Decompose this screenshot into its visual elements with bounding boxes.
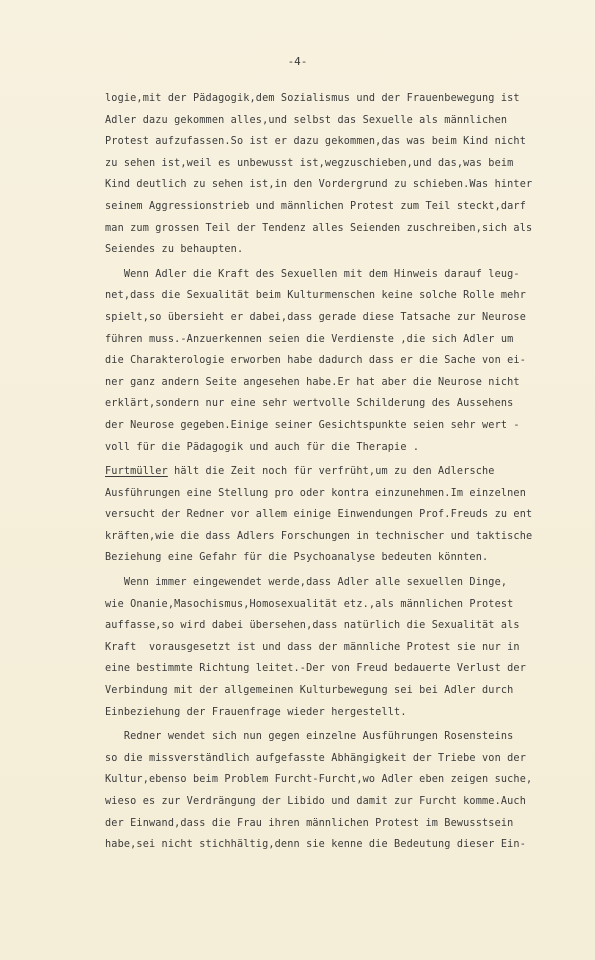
text-line: wieso es zur Verdrängung der Libido und damit zur Furcht komme.Auch (105, 796, 526, 807)
speaker-name: Furtmüller (105, 466, 168, 478)
text-line: Einbeziehung der Frauenfrage wieder hergestellt. (105, 706, 407, 718)
document-body (105, 88, 593, 856)
text-line: Kind deutlich zu sehen ist,in den Vordergrund zu schieben.Was hinter (105, 179, 533, 191)
text-line: Verbindung mit der allgemeinen Kulturbewegung sei bei Adler durch (105, 685, 514, 697)
text-line: seinem Aggressionstrieb und männlichen Protest zum Teil steckt,darf (105, 200, 526, 212)
text-line: Seiendes zu behaupten. (105, 244, 244, 256)
text-line: Redner wendet sich nun gegen einzelne Ausführungen Rosensteins (105, 731, 514, 743)
text-line: versucht der Redner vor allem einige Einwendungen Prof.Freuds zu ent (105, 509, 533, 521)
text-line: voll für die Pädagogik und auch für die Therapie . (105, 441, 420, 453)
text-line: Kultur,ebenso beim Problem Furcht-Furcht,wo Adler eben zeigen suche, (105, 774, 533, 786)
text-line: Ausführungen eine Stellung pro oder kontra einzunehmen.Im einzelnen (105, 487, 526, 499)
text-fragment: hält die Zeit noch für verfrüht,um zu den Adlersche (167, 466, 495, 478)
text-line: die Charakterologie erworben habe dadurch dass er die Sache von ei- (105, 355, 526, 367)
paragraph (105, 264, 593, 458)
text-line: Beziehung eine Gefahr für die Psychoanalyse bedeuten könnten. (105, 552, 489, 564)
text-line: Kraft vorausgesetzt ist und dass der männliche Protest sie nur in (105, 641, 520, 653)
text-line: führen muss.-Anzuerkennen seien die Verdienste ,die sich Adler um (105, 333, 514, 345)
text-line: net,dass die Sexualität beim Kulturmenschen keine solche Rolle mehr (105, 290, 526, 302)
text-line: logie,mit der Pädagogik,dem Sozialismus und der Frauenbewegung ist (105, 93, 520, 104)
text-line: der Einwand,dass die Frau ihren männlichen Protest im Bewusstsein (105, 817, 514, 829)
paragraph (105, 572, 593, 723)
text-line: Wenn immer eingewendet werde,dass Adler alle sexuellen Dinge, (105, 577, 508, 589)
text-line: kräften,wie die dass Adlers Forschungen in technischer und taktische (105, 530, 533, 542)
text-line: zu sehen ist,weil es unbewusst ist,wegzuschieben,und das,was beim (105, 157, 514, 169)
text-line: Wenn Adler die Kraft des Sexuellen mit dem Hinweis darauf leug- (105, 268, 520, 280)
text-line: habe,sei nicht stichhältig,denn sie kenne die Bedeutung dieser Ein- (105, 839, 526, 851)
text-line: erklärt,sondern nur eine sehr wertvolle Schilderung des Aussehens (105, 398, 514, 410)
text-line: eine bestimmte Richtung leitet.-Der von Freud bedauerte Verlust der (105, 663, 526, 675)
paragraph (105, 88, 593, 261)
text-line: Protest aufzufassen.So ist er dazu gekommen,das was beim Kind nicht (105, 136, 526, 148)
text-line: der Neurose gegeben.Einige seiner Gesichtspunkte seien sehr wert - (105, 419, 520, 431)
text-line: spielt,so übersieht er dabei,dass gerade diese Tatsache zur Neurose (105, 311, 526, 323)
text-line: so die missverständlich aufgefasste Abhängigkeit der Triebe von der (105, 752, 526, 764)
text-line: Adler dazu gekommen alles,und selbst das Sexuelle als männlichen (105, 114, 508, 126)
text-line: ner ganz andern Seite angesehen habe.Er hat aber die Neurose nicht (105, 376, 520, 388)
text-line: man zum grossen Teil der Tendenz alles Seienden zuschreiben,sich als (105, 222, 533, 234)
text-line: auffasse,so wird dabei übersehen,dass natürlich die Sexualität als (105, 620, 520, 632)
text-line (105, 461, 593, 483)
page-number: -4- (287, 55, 308, 68)
paragraph (105, 726, 593, 856)
text-line: wie Onanie,Masochismus,Homosexualität etz.,als männlichen Protest (105, 598, 514, 610)
paragraph (105, 461, 593, 569)
